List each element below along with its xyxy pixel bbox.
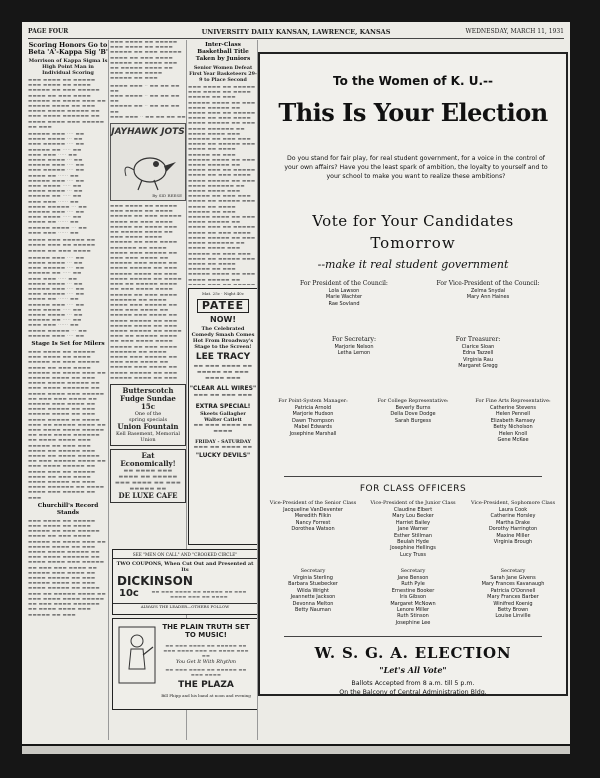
candidate: Nancy Forrest xyxy=(295,519,331,526)
plaza-rhythm-line: You Get It With Rhythm xyxy=(175,659,237,665)
vice-president-candidates xyxy=(418,280,558,301)
candidate: Mary Ann Haines xyxy=(466,294,510,301)
slogan: --make it real student government xyxy=(317,258,509,271)
candidate: Letha Lemon xyxy=(337,350,371,357)
office-label: For Vice-President of the Council: xyxy=(436,280,540,287)
column-basketball xyxy=(188,40,258,285)
film-title: "CLEAR ALL WIRES" xyxy=(189,385,257,392)
ad-line: One of the xyxy=(134,410,162,417)
cast-list: ▬▬▬ ▬▬ ▬▬▬ ▬▬▬ xyxy=(193,393,253,398)
candidate: Elizabeth Ramsey xyxy=(490,417,536,424)
candidate: Marjorie Hudson xyxy=(292,411,334,418)
candidate: Marjorie Nelson xyxy=(334,344,374,350)
plaza-ad xyxy=(112,618,258,710)
candidate: Zelma Snydal xyxy=(470,288,506,294)
column-rule xyxy=(108,40,109,740)
office-label: Vice-President of the Junior Class xyxy=(370,500,456,506)
dickinson-coupon-line: TWO COUPONS, When Cut Out and Presented at Its xyxy=(116,561,254,573)
candidate: Wilda Wright xyxy=(297,587,329,594)
divider xyxy=(284,636,542,637)
ballot-info xyxy=(260,679,566,697)
column-sports-left xyxy=(28,40,108,740)
friday-film: "LUCKY DEVILS" xyxy=(195,452,251,459)
candidate: Della Dove Dodge xyxy=(390,411,436,418)
ad-body: ▬▬ ▬▬▬ ▬▬▬▬ ▬▬ ▬▬▬▬▬ ▬▬ ▬▬▬ ▬▬▬▬ ▬▬▬ xyxy=(193,364,253,381)
candidate: Devonna Melton xyxy=(292,600,334,607)
candidate: Dorothea Watson xyxy=(291,526,335,533)
candidate: Ruth Stinson xyxy=(397,613,429,620)
secretary-candidates xyxy=(304,336,404,357)
lets-all-vote: "Let's All Vote" xyxy=(379,665,447,675)
candidate: Josephine Marshall xyxy=(289,430,337,437)
candidate: Margaret Gregg xyxy=(458,363,498,370)
treasurer-candidates xyxy=(428,336,528,370)
office-label: For Secretary: xyxy=(332,336,376,343)
headline-basketball: Inter-Class Basketball Title Taken by Juniors xyxy=(195,42,251,62)
president-candidates xyxy=(274,280,414,307)
ballot-location: On the Balcony of Central Administration Bldg. xyxy=(339,689,487,696)
candidate: Virginia Sterling xyxy=(293,575,333,581)
candidate: Jane Warner xyxy=(397,526,429,533)
candidate: Josephine Hellings xyxy=(390,545,436,552)
ad-body: ▬▬ ▬▬▬ ▬▬▬▬ ▬▬ ▬▬▬▬▬ ▬▬ ▬▬▬ ▬▬▬▬ ▬▬▬ ▬▬ ▬▬▬▬ ▬▬▬ ▬▬ xyxy=(163,643,249,658)
candidate: Marie Wachter xyxy=(325,294,363,301)
candidate: Edna Tazzell xyxy=(462,350,494,357)
candidate: Louise Linville xyxy=(495,613,531,620)
masthead: UNIVERSITY DAILY KANSAN, LAWRENCE, KANSAS xyxy=(201,28,391,36)
extra-name: Walter Catlett xyxy=(204,417,242,423)
dickinson-price: 10c xyxy=(119,588,139,599)
candidate: Helen Knoll xyxy=(498,430,528,437)
candidate: Sarah Burgess xyxy=(394,417,432,424)
fine-arts-rep-candidates xyxy=(464,398,562,443)
point-system-candidates xyxy=(264,398,362,437)
union-fountain-location: Kell Basement, Memorial Union xyxy=(115,430,181,443)
class-officers-heading: FOR CLASS OFFICERS xyxy=(359,484,467,494)
candidate: Beverly Burns xyxy=(395,405,431,411)
folio-line xyxy=(28,26,564,39)
office-label: Secretary xyxy=(500,568,526,574)
candidate: Barbara Stuebecker xyxy=(288,581,338,588)
scan-edge xyxy=(22,746,570,754)
candidate: Lenore Miller xyxy=(396,607,430,614)
election-advertisement xyxy=(258,52,568,696)
candidate: Ruth Pyle xyxy=(401,581,425,588)
candidate: Beulah Hyde xyxy=(397,539,429,546)
election-headline: This Is Your Election xyxy=(278,98,548,127)
candidate: Jacqueline VanDeventer xyxy=(283,507,343,513)
candidate: Lola Lawson xyxy=(328,288,360,294)
candidate: Gene McKee xyxy=(497,437,529,444)
standings-table: ▬▬▬▬▬ ▬▬▬ ···· ▬▬ ▬▬▬▬ ▬▬▬▬ ··· ▬▬ ▬▬▬ ▬▬▬▬▬ ···· ▬▬ ▬▬▬▬▬ ▬▬ ····· ▬▬ ▬▬▬ ▬▬▬ ····· ▬▬ ▬▬▬▬ ▬▬▬▬ ··· ▬▬ ▬▬▬▬▬ ▬▬▬ ···· ▬▬ ▬▬▬ ▬▬▬▬▬ ···· ▬▬ ▬▬▬▬ ▬▬ ······ ▬▬ ▬▬▬▬▬ ▬▬▬ ···· ▬▬ ▬▬▬ ▬▬▬▬ ····· ▬▬ ▬▬▬▬ ▬▬▬▬ ··· ▬▬ ▬▬▬▬▬ ▬▬ ····· ▬▬ ▬▬▬ ▬▬▬ ······ ▬▬ ▬▬▬▬ ▬▬▬▬▬ ··· ▬▬ ▬▬▬▬▬ ▬▬▬ ···· ▬▬ ▬▬▬ ▬▬▬▬ ····· ▬▬ ▬▬▬▬ ▬▬ ······ ▬▬ ▬▬▬▬▬ ▬▬▬▬ ··· ▬▬ ▬▬▬ ▬▬▬ ······ ▬▬ xyxy=(28,132,88,236)
body-text: ▬▬▬ ▬▬▬▬ ▬▬ ▬▬▬▬▬ ▬▬▬ ▬▬▬▬ ▬▬ ▬▬▬▬ ▬▬▬▬▬ ▬▬ ▬▬▬ ▬▬▬▬▬ ▬▬▬▬ ▬▬ ▬▬▬ ▬▬▬▬ ▬▬▬▬▬ ▬▬ ▬▬▬▬ ▬▬▬ ▬▬ ▬▬▬▬▬ ▬▬▬▬ ▬▬ ▬▬▬ ▬▬▬▬ ▬▬▬▬ ▬▬▬▬▬ ▬▬ ▬▬▬ ▬▬▬▬ ▬▬▬▬▬▬ ▬▬ ▬▬▬▬ ▬▬▬▬ ▬▬▬ ▬▬▬▬▬ ▬▬ ▬▬▬ ▬▬▬ ▬▬▬▬ ▬▬ ▬▬▬▬▬ ▬▬▬ ▬▬▬▬ ▬▬ ▬▬▬▬ ▬▬▬▬▬ ▬▬ ▬▬▬ ▬▬▬▬▬ ▬▬▬▬ ▬▬ ▬▬▬ ▬▬▬▬ ▬▬▬▬▬ ▬▬ ▬▬▬▬ ▬▬▬ ▬▬ ▬▬▬▬▬ ▬▬▬▬ ▬▬ ▬▬▬ ▬▬▬▬ ▬▬▬▬ ▬▬▬▬▬ ▬▬ ▬▬▬ ▬▬▬▬ ▬▬▬▬▬▬ ▬▬ ▬▬▬▬ ▬▬▬▬ ▬▬▬ ▬▬▬▬▬ ▬▬ ▬▬▬ xyxy=(28,518,106,618)
body-text: ▬▬▬ ▬▬▬▬ ▬▬ ▬▬▬▬▬ ▬▬▬ ▬▬▬▬ ▬▬ ▬▬▬▬ ▬▬▬▬▬ ▬▬ ▬▬▬ ▬▬▬▬▬ ▬▬▬▬ ▬▬ ▬▬▬ ▬▬▬▬ ▬▬▬▬▬ ▬▬ ▬▬▬▬ ▬▬▬ ▬▬ ▬▬▬▬▬ ▬▬▬▬ ▬▬ ▬▬▬ ▬▬▬▬ ▬▬▬▬ ▬▬▬▬▬ ▬▬ ▬▬▬ ▬▬▬▬ ▬▬▬▬▬▬ ▬▬ ▬▬▬▬ ▬▬▬▬ ▬▬▬ ▬▬▬▬▬ ▬▬ ▬▬▬ ▬▬▬ ▬▬▬▬ ▬▬ ▬▬▬▬▬ ▬▬▬ ▬▬▬▬ ▬▬ ▬▬▬▬ ▬▬▬▬▬ ▬▬ ▬▬▬ ▬▬▬▬▬ ▬▬▬▬ ▬▬ ▬▬▬ ▬▬▬▬ ▬▬▬▬▬ ▬▬ ▬▬▬▬ ▬▬▬ ▬▬ ▬▬▬▬▬ ▬▬▬▬ ▬▬ ▬▬▬ ▬▬▬▬ ▬▬▬▬ ▬▬▬▬▬ ▬▬ ▬▬▬ ▬▬▬▬ ▬▬▬▬▬▬ ▬▬ ▬▬▬▬ ▬▬▬▬ ▬▬▬ ▬▬▬▬▬ ▬▬ ▬▬▬ ▬▬▬ ▬▬▬▬ ▬▬ ▬▬▬▬▬ ▬▬▬ ▬▬▬▬ ▬▬ ▬▬▬▬ ▬▬▬▬▬ ▬▬ ▬▬▬ ▬▬▬▬▬ ▬▬▬▬ ▬▬ ▬▬▬ ▬▬▬▬ ▬▬▬▬▬ ▬▬ ▬▬▬▬ ▬▬▬ ▬▬ ▬▬▬▬▬ ▬▬▬▬ ▬▬ ▬▬▬ ▬▬▬▬ ▬▬▬▬ ▬▬▬▬▬ ▬▬ ▬▬▬ ▬▬▬▬ ▬▬▬▬▬▬ ▬▬ ▬▬▬▬ ▬▬▬▬ ▬▬▬ ▬▬▬▬▬ ▬▬ ▬▬▬ ▬▬▬ ▬▬▬▬ ▬▬ ▬▬▬▬▬ ▬▬▬ ▬▬▬▬ ▬▬ ▬▬▬▬ ▬▬▬▬▬ ▬▬ ▬▬▬ ▬▬▬▬▬ ▬▬▬▬ ▬▬ ▬▬▬ ▬▬▬▬ ▬▬▬▬▬ ▬▬ xyxy=(188,85,256,283)
tomorrow-line: Tomorrow xyxy=(370,234,456,252)
ad-body: ▬▬▬ ▬▬ ▬▬▬▬ ▬▬ xyxy=(193,445,253,450)
senior-vp-candidates xyxy=(264,500,362,533)
union-fountain-ad xyxy=(110,384,186,446)
ad-line: Butterscotch xyxy=(122,385,174,395)
candidate: Betty Brown xyxy=(497,607,529,614)
candidate: Ernestine Booker xyxy=(391,587,435,594)
candidate: Mary Frances Barber xyxy=(487,594,539,601)
candidate: Betty Nicholson xyxy=(493,424,533,431)
candidate: Catherine Stevens xyxy=(489,405,537,411)
patee-theater-ad xyxy=(188,288,258,545)
dickinson-lead: SEE "MEN ON CALL" AND "CROOKED CIRCLE" xyxy=(113,552,257,559)
body-text: ▬▬▬ ▬▬▬▬ ▬▬ ▬▬▬▬▬ ▬▬▬ ▬▬▬▬ ▬▬ ▬▬▬▬ ▬▬▬▬▬ ▬▬ ▬▬▬ ▬▬▬▬▬ ▬▬▬▬ ▬▬ ▬▬▬ ▬▬▬▬ ▬▬▬▬▬ ▬▬ ▬▬▬▬ ▬▬▬ ▬▬ ▬▬▬▬▬ ▬▬▬▬ ▬▬ ▬▬▬ ▬▬▬▬ ▬▬▬▬ ▬▬▬▬▬ ▬▬ ▬▬▬ xyxy=(110,40,182,82)
newspaper-page xyxy=(22,22,570,744)
office-label: For College Representative: xyxy=(377,398,449,404)
divider xyxy=(284,476,542,477)
star-name: LEE TRACY xyxy=(195,352,251,362)
election-intro: Do you stand for fair play, for real student government, for a voice in the control of your own affairs? Have you the least spark of ambition, the loyalty to yourself and to your school to make you want to realize these ambitions? xyxy=(284,155,548,180)
jayhawk-cartoon-icon xyxy=(112,142,186,192)
candidate: Virginia Brough xyxy=(493,539,533,546)
plaza-tagline: Bill Phipp and his band at noon and evening xyxy=(161,693,251,698)
plaza-name: THE PLAZA xyxy=(178,680,234,690)
plaza-headline: THE PLAIN TRUTH SET TO MUSIC! xyxy=(162,623,250,639)
ballot-hours: Ballots Accepted from 8 a.m. till 5 p.m. xyxy=(351,680,475,687)
candidate: Sarah Jane Givens xyxy=(490,575,536,581)
ad-body: ▬▬ ▬▬▬ ▬▬▬▬ ▬▬ ▬▬▬▬▬ ▬▬ ▬▬▬ ▬▬▬▬ xyxy=(165,667,247,677)
cartoon-title: JAYHAWK JOTS xyxy=(111,127,185,138)
candidate: Laura Cook xyxy=(498,507,528,513)
ad-prices: Mat. 25c · Night 40c xyxy=(202,291,244,296)
dickinson-name: DICKINSON xyxy=(117,574,193,588)
senior-secretary-candidates xyxy=(264,568,362,613)
candidate: Martha Drake xyxy=(496,519,530,526)
office-label: Vice-President of the Senior Class xyxy=(269,500,357,506)
body-text: ▬▬▬ ▬▬▬▬ ▬▬ ▬▬▬▬▬ ▬▬▬ ▬▬▬▬ ▬▬ ▬▬▬▬ ▬▬▬▬▬ ▬▬ ▬▬▬ ▬▬▬▬▬ ▬▬▬▬ ▬▬ ▬▬▬ ▬▬▬▬ ▬▬▬▬▬ ▬▬ ▬▬▬▬ ▬▬▬ ▬▬ ▬▬▬▬▬ ▬▬▬▬ ▬▬ ▬▬▬ ▬▬▬▬ ▬▬▬▬ ▬▬▬▬▬ ▬▬ ▬▬▬ ▬▬▬▬ ▬▬▬▬▬▬ ▬▬ ▬▬▬▬ ▬▬▬▬ ▬▬▬ ▬▬▬▬▬ ▬▬ ▬▬▬ ▬▬▬ ▬▬▬▬ ▬▬ ▬▬▬▬▬ ▬▬▬ ▬▬▬▬ ▬▬ ▬▬▬▬ ▬▬▬▬▬ ▬▬ ▬▬▬ ▬▬▬▬▬ ▬▬▬▬ ▬▬ ▬▬▬ ▬▬▬▬ ▬▬▬▬▬ ▬▬ ▬▬▬▬ ▬▬▬ ▬▬ ▬▬▬▬▬ ▬▬▬▬ ▬▬ ▬▬▬ ▬▬▬▬ ▬▬▬▬ ▬▬▬▬▬ ▬▬ ▬▬▬ ▬▬▬▬ ▬▬▬▬▬▬ ▬▬ ▬▬▬▬ ▬▬▬▬ ▬▬▬ ▬▬▬▬▬ ▬▬ ▬▬▬ ▬▬▬ ▬▬▬▬ ▬▬ ▬▬▬▬▬ ▬▬▬ ▬▬▬▬ ▬▬ ▬▬▬▬ ▬▬▬▬▬ ▬▬ ▬▬▬ ▬▬▬▬▬ ▬▬▬▬ ▬▬ ▬▬▬ ▬▬▬▬ ▬▬▬▬▬ ▬▬ ▬▬▬▬ ▬▬▬ ▬▬ ▬▬▬▬▬ ▬▬▬▬ ▬▬ ▬▬▬ ▬▬▬▬ ▬▬▬▬ ▬▬▬▬▬ ▬▬ ▬▬▬ ▬▬▬▬ ▬▬▬▬▬▬ ▬▬ ▬▬▬▬ ▬▬▬▬ ▬▬▬ ▬▬▬▬▬ ▬▬ ▬▬▬ ▬▬▬ ▬▬▬▬ ▬▬ ▬▬▬▬▬ ▬▬▬ ▬▬▬▬ ▬▬ ▬▬▬▬ ▬▬▬▬▬ ▬▬ ▬▬▬ ▬▬▬▬▬ ▬▬▬▬ ▬▬ ▬▬▬ xyxy=(110,204,182,381)
sophomore-secretary-candidates xyxy=(464,568,562,620)
junior-secretary-candidates xyxy=(364,568,462,626)
cartoon-byline: By SID REESE xyxy=(152,192,182,198)
now-showing: NOW! xyxy=(210,315,236,324)
college-rep-candidates xyxy=(364,398,462,424)
candidate: Dorothy Harrington xyxy=(488,526,538,533)
ad-body: ▬▬ ▬▬▬ ▬▬▬▬ ▬▬ ▬▬▬▬ xyxy=(193,423,253,434)
extra-special: EXTRA SPECIAL! xyxy=(195,403,251,410)
folio-page-number: PAGE FOUR xyxy=(28,28,69,35)
candidate: Clarice Sloan xyxy=(461,344,495,350)
candidate: Helen Pennell xyxy=(495,411,531,418)
salutation: To the Women of K. U.-- xyxy=(333,74,493,88)
candidate: Meredith Filkin xyxy=(294,513,332,520)
candidate: Dawn Thompson xyxy=(292,417,334,424)
ad-line: Fudge Sundae xyxy=(120,393,176,403)
office-label: Vice-President, Sophomore Class xyxy=(470,500,556,506)
candidate: Claudine Elbert xyxy=(393,507,433,513)
office-label: For President of the Council: xyxy=(300,280,388,287)
ad-body: ▬▬ ▬▬▬▬ ▬▬▬ ▬▬▬▬ ▬▬ ▬▬▬▬▬ ▬▬▬ ▬▬▬▬ ▬▬ ▬▬▬ ▬▬▬▬▬ ▬▬ xyxy=(115,467,181,492)
subhead-scoring: Morrison of Kappa Sigma Is High Point Man in Individual Scoring xyxy=(28,58,108,76)
ad-body: ▬▬ ▬▬▬ ▬▬▬▬ ▬▬ ▬▬▬▬▬ ▬▬ ▬▬▬ ▬▬▬▬ ▬▬▬ ▬▬ ▬▬▬▬ xyxy=(151,589,247,599)
ad-price: 15c xyxy=(140,401,155,411)
candidate: Mary Lou Becker xyxy=(392,513,434,520)
office-label: For Point-System Manager: xyxy=(278,398,348,404)
junior-vp-candidates xyxy=(364,500,462,558)
candidate: Betty Nauman xyxy=(294,607,332,614)
wsga-election-heading: W. S. G. A. ELECTION xyxy=(314,644,512,662)
candidate: Esther Stillman xyxy=(393,532,433,539)
candidate: Jeannette Jackson xyxy=(290,594,336,601)
headline-churchill: Churchill's Record Stands xyxy=(37,502,99,516)
candidate: Patricia Arnold xyxy=(294,405,332,411)
vote-line: Vote for Your Candidates xyxy=(312,212,514,230)
headline-milers: Stage Is Set for Milers xyxy=(31,340,105,347)
musician-illustration-icon xyxy=(117,625,157,685)
candidate: Maxine Miller xyxy=(496,532,530,539)
sophomore-vp-candidates xyxy=(464,500,562,545)
candidate: Margaret McNown xyxy=(390,600,436,607)
cafe-ad-title: Eat Economically! xyxy=(120,450,176,468)
candidate: Lucy Truss xyxy=(400,551,426,558)
de-luxe-cafe-ad xyxy=(110,449,186,503)
candidate: Harriet Bailey xyxy=(395,519,431,526)
extra-name: Skeets Gallagher xyxy=(200,411,246,417)
patee-logo: PATEE xyxy=(197,299,249,313)
friday-label: FRIDAY - SATURDAY xyxy=(195,439,251,445)
dickinson-theater-ad xyxy=(112,549,258,615)
film-description: The Celebrated Comedy Smash Comes Hot From Broadway's Stage to the Screen! xyxy=(191,326,255,350)
candidate: Rae Sovland xyxy=(328,300,360,307)
candidate: Winifred Koenig xyxy=(493,600,533,607)
folio-date: WEDNESDAY, MARCH 11, 1931 xyxy=(465,28,564,35)
candidate: Iris Gibson xyxy=(399,594,427,601)
body-text: ▬▬▬▬ ▬▬▬ ▬▬▬▬▬ ▬▬ ▬▬▬▬ ▬▬▬ ▬▬ ▬▬▬▬▬ ▬▬▬▬ ▬▬ ▬▬▬ ▬▬▬▬ xyxy=(28,238,96,254)
standings-table: ▬▬▬▬▬ ▬▬▬ ···· ▬▬ ▬▬▬▬ ▬▬▬▬ ··· ▬▬ ▬▬▬ ▬▬▬▬▬ ···· ▬▬ ▬▬▬▬▬ ▬▬ ····· ▬▬ ▬▬▬ ▬▬▬ ····· ▬▬ ▬▬▬▬ ▬▬▬▬ ··· ▬▬ ▬▬▬▬▬ ▬▬▬ ···· ▬▬ ▬▬▬ ▬▬▬▬▬ ···· ▬▬ ▬▬▬▬ ▬▬ ······ ▬▬ ▬▬▬▬▬ ▬▬▬ ···· ▬▬ ▬▬▬ ▬▬▬▬ ····· ▬▬ ▬▬▬▬ ▬▬▬▬ ··· ▬▬ ▬▬▬▬▬ ▬▬ ····· ▬▬ ▬▬▬ ▬▬▬ ······ ▬▬ ▬▬▬▬ ▬▬▬▬▬ ··· ▬▬ ▬▬▬▬▬ ▬▬▬ ···· ▬▬ xyxy=(28,255,88,339)
office-label: For Fine Arts Representative: xyxy=(475,398,551,404)
body-text: ▬▬▬▬ ▬▬▬ ·· ▬▬ ▬▬ ▬▬ ▬▬ ▬▬▬ ▬▬▬▬ ·· ▬▬ ▬▬ ▬▬ ▬▬ ▬▬▬▬▬ ▬▬ ·· ▬▬ ▬▬ ▬▬ ▬▬ ▬▬▬ ▬▬▬ ·· ▬▬ ▬▬ ▬▬ ▬▬ xyxy=(110,83,186,120)
candidate: Patricia O'Donnell xyxy=(490,587,536,594)
office-label: Secretary xyxy=(300,568,326,574)
candidate: Virginia Rau xyxy=(462,356,494,363)
office-label: For Treasurer: xyxy=(455,336,501,343)
subhead-basketball: Senior Women Defeat First Year Basketeers 29-9 to Place Second xyxy=(189,65,257,83)
body-text: ▬▬▬ ▬▬▬▬ ▬▬ ▬▬▬▬▬ ▬▬▬ ▬▬▬▬ ▬▬ ▬▬▬▬ ▬▬▬▬▬ ▬▬ ▬▬▬ ▬▬▬▬▬ ▬▬▬▬ ▬▬ ▬▬▬ ▬▬▬▬ ▬▬▬▬▬ ▬▬ ▬▬▬▬ ▬▬▬ ▬▬ ▬▬▬▬▬ ▬▬▬▬ ▬▬ ▬▬▬ ▬▬▬▬ ▬▬▬▬ ▬▬▬▬▬ ▬▬ ▬▬▬ ▬▬▬▬ ▬▬▬▬▬▬ ▬▬ ▬▬▬▬ ▬▬▬▬ ▬▬▬ ▬▬▬▬▬ ▬▬ ▬▬▬ ▬▬▬ ▬▬▬▬ ▬▬ ▬▬▬▬▬ ▬▬▬ ▬▬▬▬ ▬▬ ▬▬▬▬ ▬▬▬▬▬ ▬▬ ▬▬▬ ▬▬▬▬▬ ▬▬▬▬ ▬▬ ▬▬▬ ▬▬▬▬ ▬▬▬▬▬ ▬▬ ▬▬▬▬ ▬▬▬ ▬▬ ▬▬▬▬▬ ▬▬▬▬ ▬▬ ▬▬▬ ▬▬▬▬ ▬▬▬▬ ▬▬▬▬▬ ▬▬ ▬▬▬ ▬▬▬▬ ▬▬▬▬▬▬ ▬▬ ▬▬▬▬ ▬▬▬▬ ▬▬▬ ▬▬▬▬▬ ▬▬ ▬▬▬ ▬▬▬ ▬▬▬▬ ▬▬ ▬▬▬▬▬ ▬▬▬ ▬▬▬▬ ▬▬ ▬▬▬▬ ▬▬▬▬▬ ▬▬ ▬▬▬ ▬▬▬▬▬ ▬▬▬▬ ▬▬ ▬▬▬ ▬▬▬▬ ▬▬▬▬▬ ▬▬ ▬▬▬▬ ▬▬▬ ▬▬ ▬▬▬▬▬ ▬▬▬▬ ▬▬ ▬▬▬ ▬▬▬▬ ▬▬▬▬ ▬▬▬▬▬ ▬▬ ▬▬▬ ▬▬▬▬ ▬▬▬▬▬▬ ▬▬ ▬▬▬▬ ▬▬▬▬ ▬▬▬ ▬▬▬▬▬ ▬▬ ▬▬▬ xyxy=(28,349,106,501)
candidate: Jane Benson xyxy=(397,575,429,581)
candidate: Mary Frances Kavanaugh xyxy=(481,581,545,588)
candidate: Mabel Edwards xyxy=(294,424,332,431)
body-text: ▬▬▬ ▬▬▬▬ ▬▬ ▬▬▬▬▬ ▬▬▬ ▬▬▬▬ ▬▬ ▬▬▬▬ ▬▬▬▬▬ ▬▬ ▬▬▬ ▬▬▬▬▬ ▬▬▬▬ ▬▬ ▬▬▬ ▬▬▬▬ ▬▬▬▬▬ ▬▬ ▬▬▬▬ ▬▬▬ ▬▬ ▬▬▬▬▬ ▬▬▬▬ ▬▬ ▬▬▬ ▬▬▬▬ ▬▬▬▬ ▬▬▬▬▬ ▬▬ ▬▬▬ ▬▬▬▬ ▬▬▬▬▬▬ ▬▬ ▬▬▬▬ ▬▬▬▬ ▬▬▬ ▬▬▬▬▬ ▬▬ ▬▬▬ xyxy=(28,78,106,130)
office-label: Secretary xyxy=(400,568,426,574)
candidate: Josephine Lee xyxy=(395,619,431,626)
headline-scoring: Scoring Honors Go to Beta 'A'-Kappa Sig 'B' xyxy=(28,41,108,56)
cartoon-panel xyxy=(110,123,186,201)
union-fountain-name: Union Fountain xyxy=(117,421,179,431)
candidate: Catherine Horsley xyxy=(490,513,536,520)
cafe-ad-name: DE LUXE CAFE xyxy=(118,490,178,500)
dickinson-tagline: ALWAYS THE LEADER—OTHERS FOLLOW xyxy=(113,603,257,610)
ad-line: spring specials xyxy=(128,416,168,423)
